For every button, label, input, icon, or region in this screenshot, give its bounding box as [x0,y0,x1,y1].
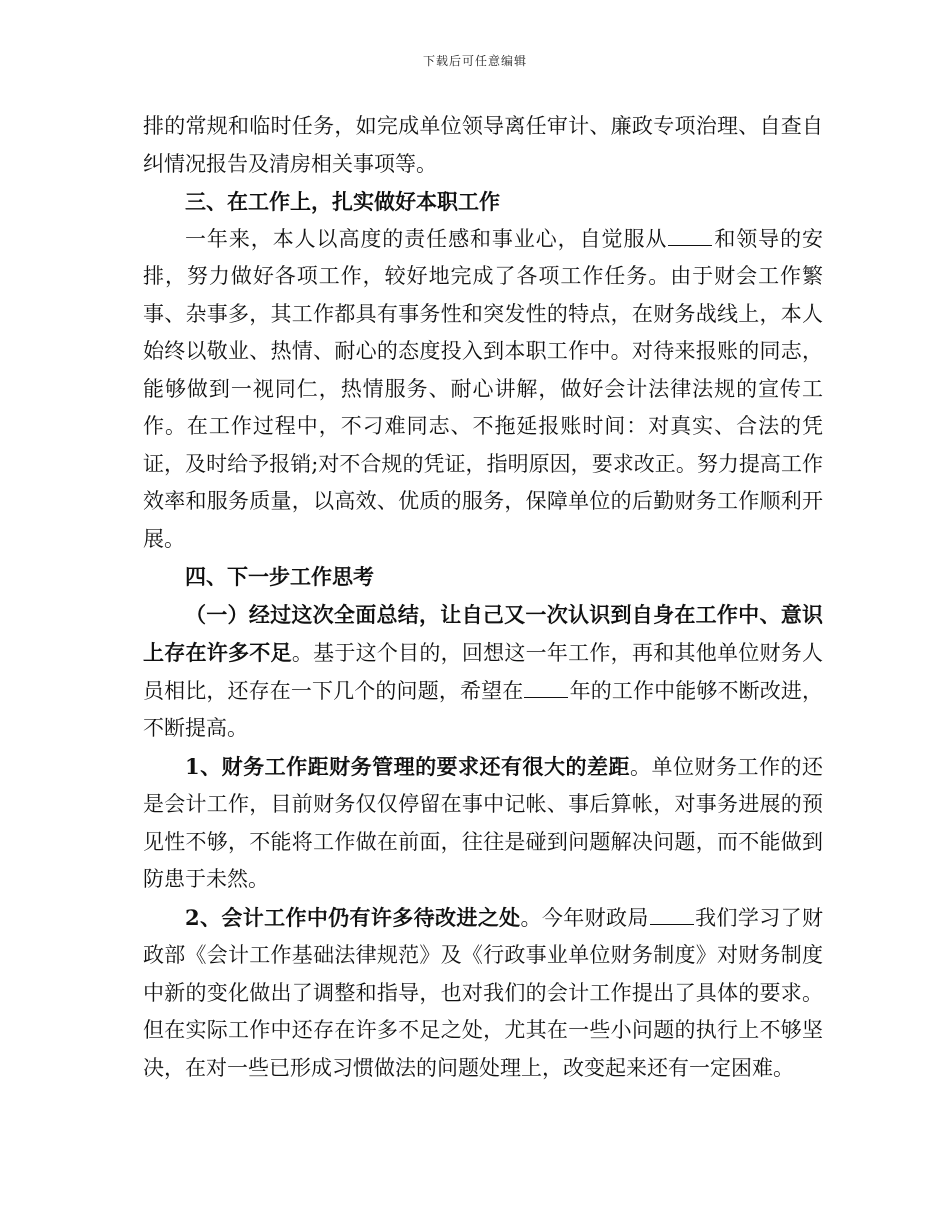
section-heading-3 [143,183,823,221]
paragraph-work-duties [143,221,823,559]
paragraph-text: 。今年财政局 [520,905,649,930]
document-body [143,108,823,1087]
paragraph-text: 和领导的安排，努力做好各项工作，较好地完成了各项工作任务。由于财会工作繁事、杂事多，其工作都具有事务性和突发性的特点，在财务战线上，本人始终以敬业、热情、耐心的态度投入到本职工作中。对待来报账的同志，能够做到一视同仁，热情服务、耐心讲解，做好会计法律法规的宣传工作。在工作过程中，不刁难同志、不拖延报账时间：对真实、合法的凭证，及时给予报销;对不合规的凭证，指明原因，要求改正。努力提高工作效率和服务质量，以高效、优质的服务，保障单位的后勤财务工作顺利开展。 [143,226,824,551]
paragraph-text: 排的常规和临时任务，如完成单位领导离任审计、廉政专项治理、自查自纠情况报告及清房相关事项等。 [143,114,823,176]
section-heading-text: 四、下一步工作思考 [185,564,374,589]
paragraph-text: 一年来，本人以高度的责任感和事业心，自觉服从 [185,226,668,251]
fill-in-blank [524,677,568,698]
paragraph-continuation [143,108,823,183]
fill-in-blank [650,904,694,925]
paragraph-subsection-1 [143,596,823,748]
paragraph-item-2 [143,899,823,1088]
paragraph-text: 。基于这个目的，回想这一年工作，再和其他单位财务人员相比，还存在一下几个的问题，希望在 [143,641,824,703]
item-lead-text: 2、会计工作中仍有许多待改进之处 [185,904,521,930]
subsection-lead-text: （一）经过这次全面总结，让自己又一次认识到自身在工作中、意识上存在许多不足 [143,601,823,665]
item-lead-text: 1、财务工作距财务管理的要求还有很大的差距 [185,753,631,779]
paragraph-text: 年的工作中能够不断改进，不断提高。 [143,678,823,740]
paragraph-text: 我们学习了财政部《会计工作基础法律规范》及《行政事业单位财务制度》对财务制度中新的变化做出了调整和指导，也对我们的会计工作提出了具体的要求。但在实际工作中还存在许多不足之处，尤其在一些小问题的执行上不够坚决，在对一些已形成习惯做法的问题处理上，改变起来还有一定困难。 [143,905,823,1080]
page-header-note: 下载后可任意编辑 [422,54,527,68]
paragraph-item-1 [143,748,823,899]
fill-in-blank [668,225,712,246]
section-heading-text: 三、在工作上，扎实做好本职工作 [185,189,500,214]
section-heading-4 [143,558,823,596]
paragraph-text: 。单位财务工作的还是会计工作，目前财务仅仅停留在事中记帐、事后算帐，对事务进展的预见性不够，不能将工作做在前面，往往是碰到问题解决问题，而不能做到防患于未然。 [143,754,823,891]
